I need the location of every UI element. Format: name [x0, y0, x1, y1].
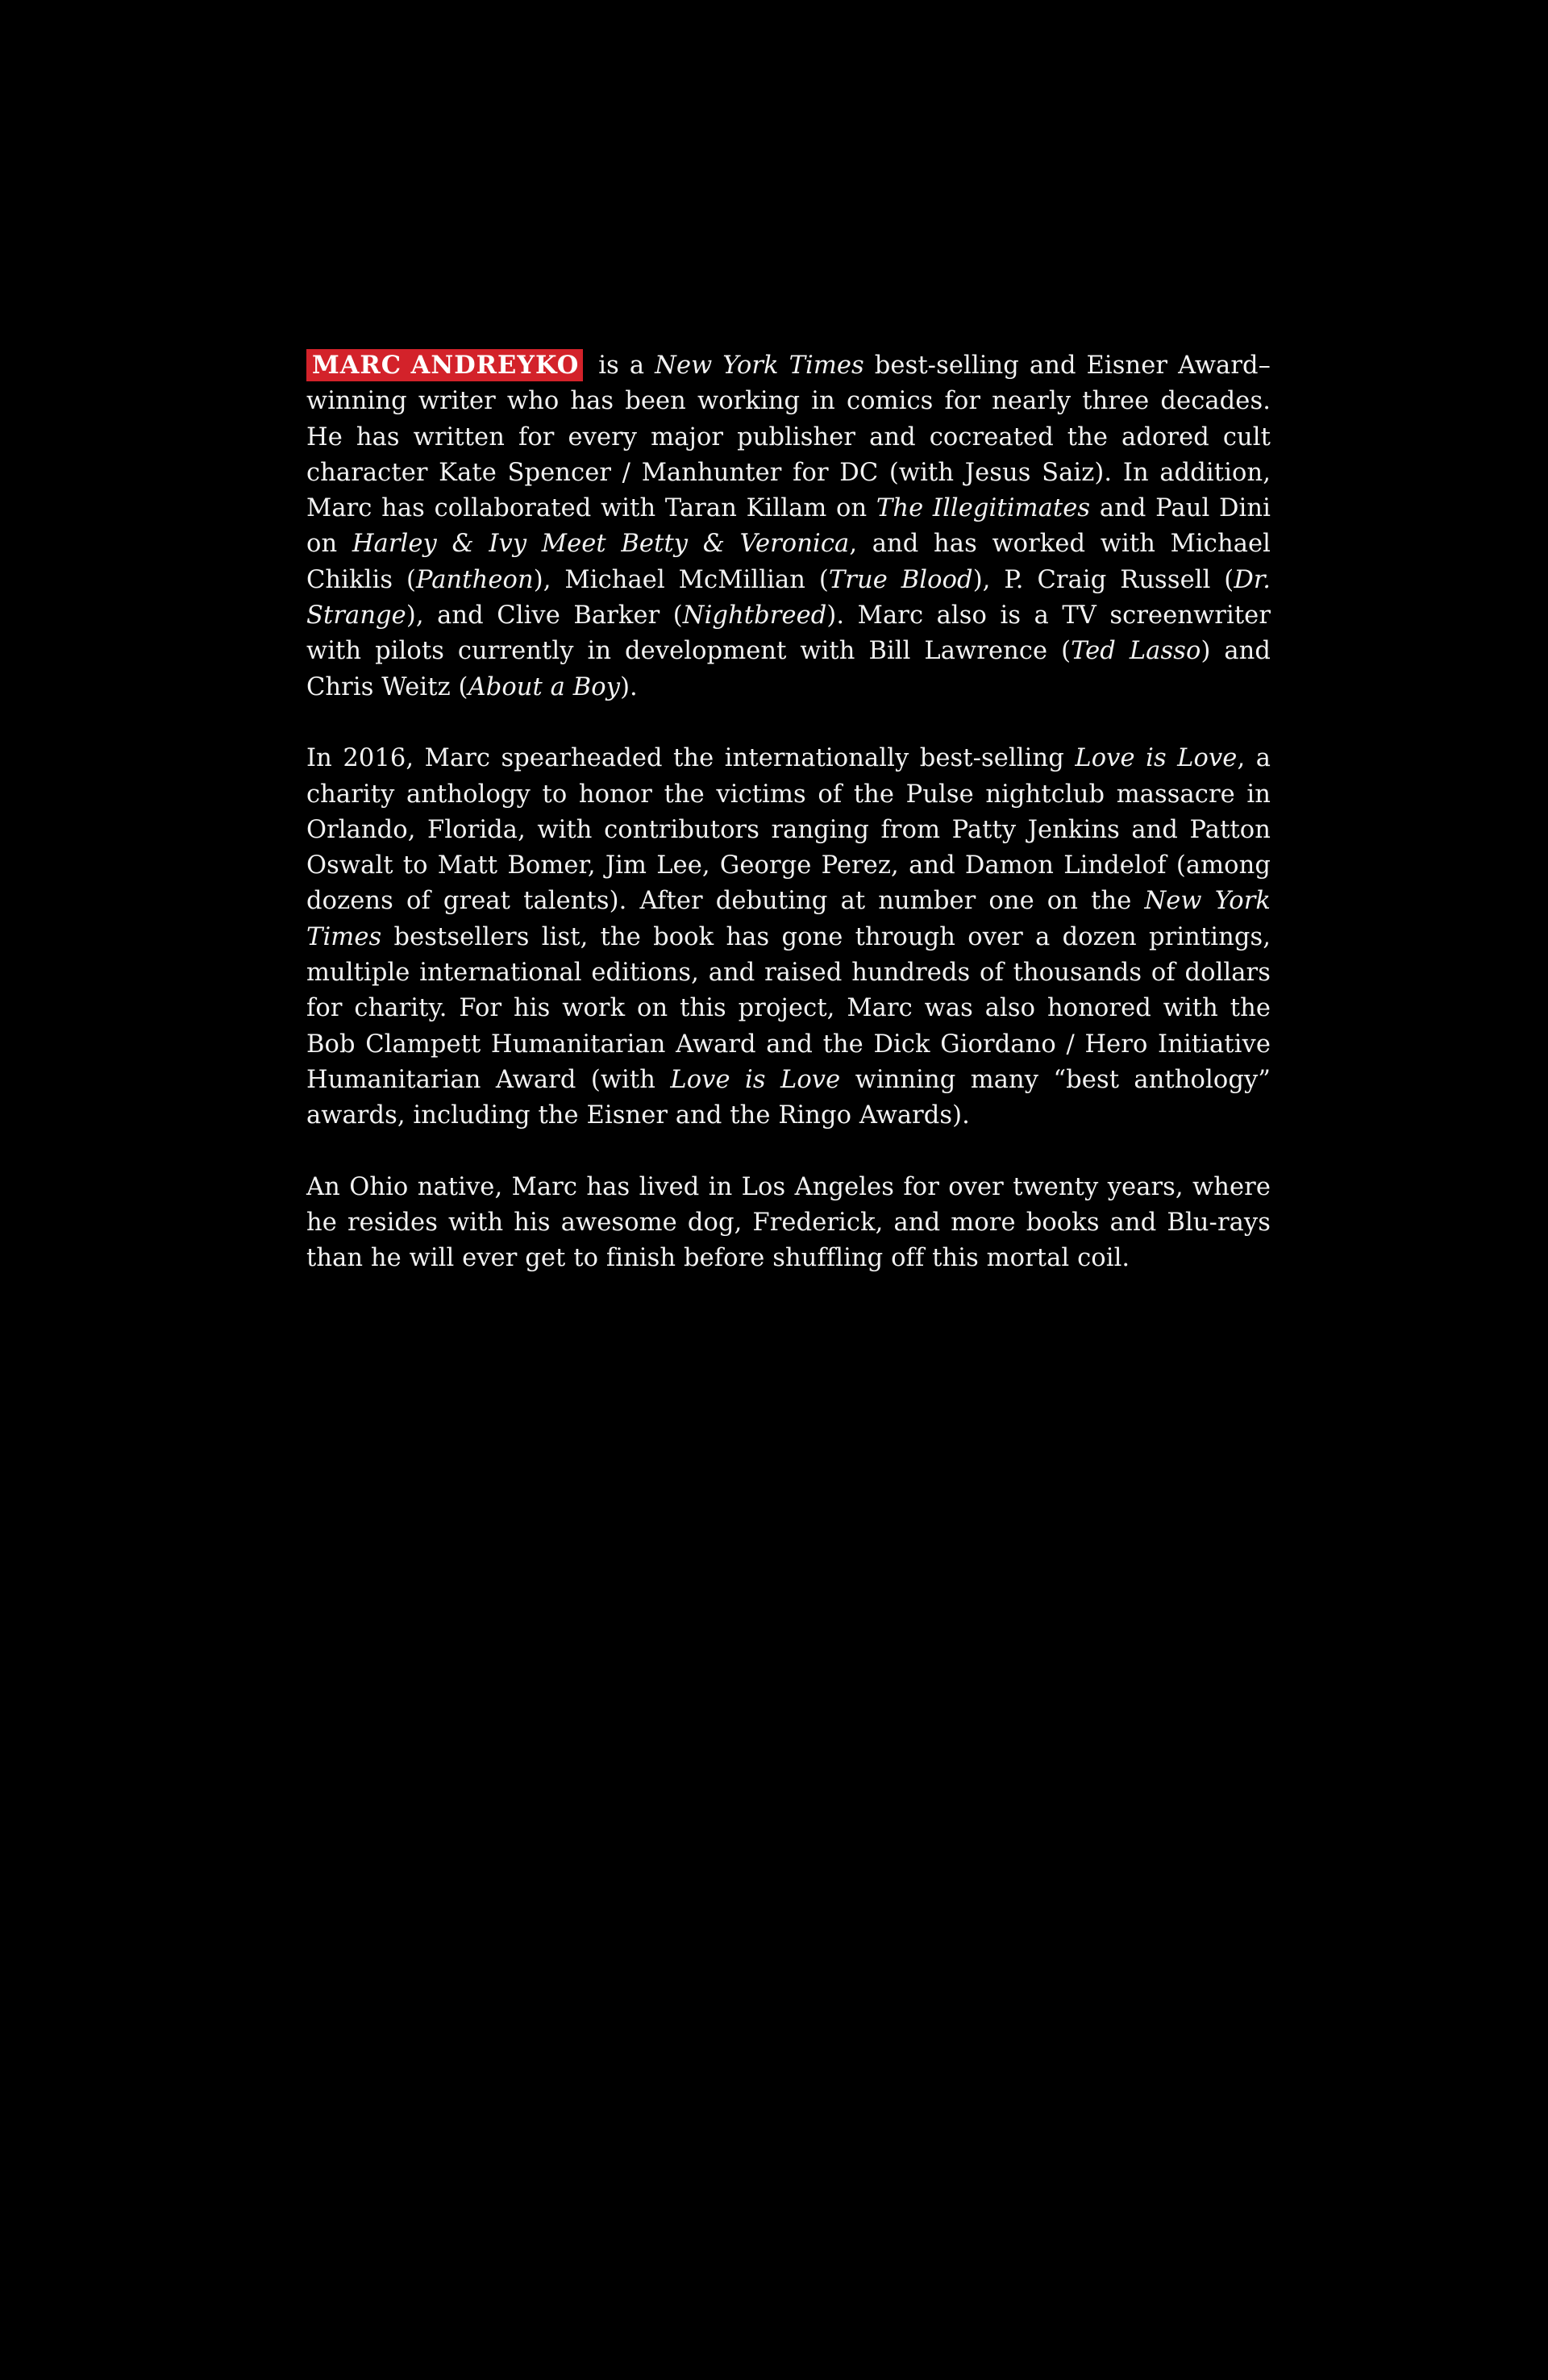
- bio-italic-title: The Illegitimates: [876, 494, 1091, 523]
- bio-text: best-selling and Eisner Award–winning writer who has been working in comics for nearly three decades. He has written for every major publisher and cocreated the adored cult character Kate Spencer / Manhunter for DC (with Jesus Saiz). In addition, Marc has collaborated with Taran Killam on: [306, 352, 1271, 523]
- author-name-highlight: MARC ANDREYKO: [306, 349, 583, 381]
- bio-paragraph-3: An Ohio native, Marc has lived in Los Angeles for over twenty years, where he resides with his awesome dog, Frederick, and more books and Blu-rays than he will ever get to finish before shuffling off this mortal coil.: [306, 1172, 1271, 1273]
- bio-italic-title: True Blood: [828, 565, 973, 594]
- bio-italic-title: Ted Lasso: [1071, 637, 1201, 666]
- bio-text: and Paul Dini on: [306, 494, 1271, 559]
- bio-italic-title: New York Times: [655, 352, 864, 380]
- bio-paragraph-1: [306, 348, 1271, 705]
- author-bio: [306, 348, 1271, 1277]
- bio-text: ).: [620, 672, 638, 701]
- bio-italic-title: About a Boy: [468, 672, 621, 701]
- bio-text: In 2016, Marc spearheaded the internationally best-selling: [306, 744, 1076, 773]
- bio-text: ) and Chris Weitz (: [306, 637, 1271, 701]
- bio-text: ), Michael McMillian (: [533, 565, 829, 594]
- bio-italic-title: Love is Love: [1075, 744, 1238, 773]
- bio-text: , and has worked with Michael Chiklis (: [306, 530, 1271, 594]
- bio-italic-title: Harley & Ivy Meet Betty & Veronica: [352, 530, 850, 559]
- bio-italic-title: Love is Love: [670, 1065, 841, 1094]
- bio-text: is a: [588, 352, 655, 380]
- bio-italic-title: Nightbreed: [682, 601, 827, 630]
- bio-text: winning many “best anthology” awards, including the Eisner and the Ringo Awards).: [306, 1065, 1271, 1130]
- bio-italic-title: New York Times: [306, 887, 1271, 951]
- bio-text: , a charity anthology to honor the victims of the Pulse nightclub massacre in Orlando, Florida, with contributors ranging from Patty Jenkins and Patton Oswalt to Matt Bomer, Jim Lee, George Perez, and Damon Lindelof (among dozens of great talents). After debuting at number one on the: [306, 744, 1271, 916]
- bio-italic-title: Pantheon: [415, 565, 534, 594]
- bio-text: ), and Clive Barker (: [406, 601, 683, 630]
- bio-paragraph-2: [306, 741, 1271, 1134]
- bio-text: ), P. Craig Russell (: [972, 565, 1234, 594]
- bio-text: ). Marc also is a TV screenwriter with pilots currently in development with Bill Lawrence (: [306, 601, 1271, 666]
- bio-italic-title: Dr. Strange: [306, 565, 1271, 630]
- bio-text: bestsellers list, the book has gone through over a dozen printings, multiple international editions, and raised hundreds of thousands of dollars for charity. For his work on this project, Marc was also honored with the Bob Clampett Humanitarian Award and the Dick Giordano / Hero Initiative Humanitarian Award (with: [306, 922, 1271, 1094]
